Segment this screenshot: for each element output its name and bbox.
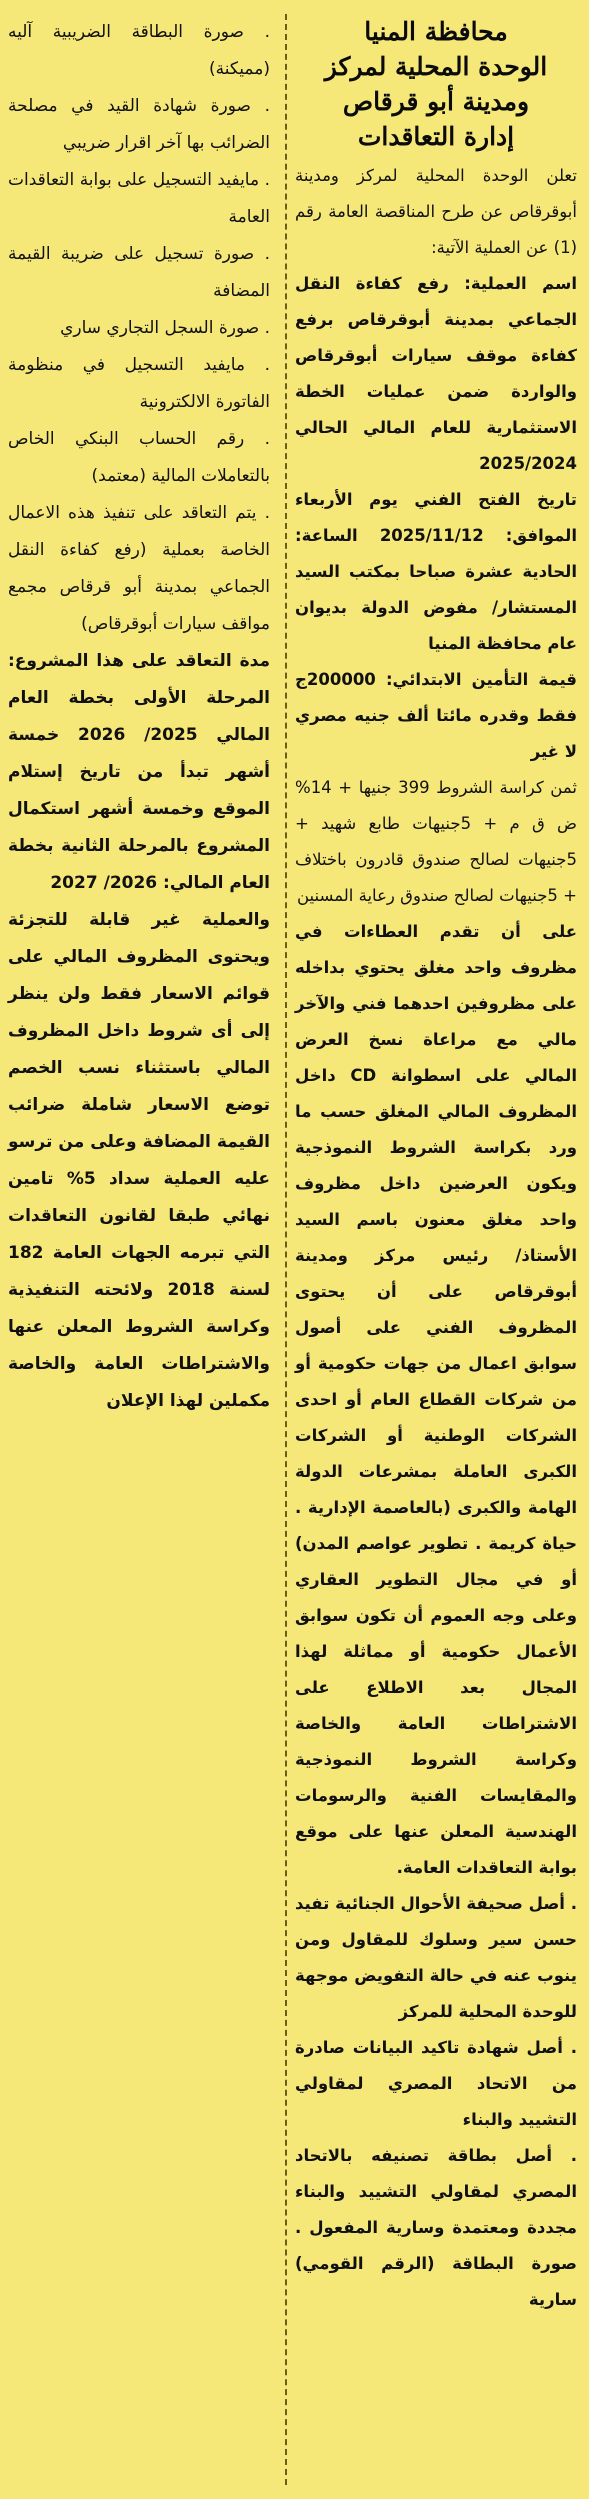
booklet-price: ثمن كراسة الشروط 399 جنيها + 14% ض ق م + 5جنيهات طابع شهيد + 5جنيهات لصالح صندوق قادرون باختلاف + 5جنيهات لصالح صندوق رعاية المسنين [295,778,577,905]
tender-announcement: تعلن الوحدة المحلية لمركز ومدينة أبوقرقاص عن طرح المناقصة العامة رقم (1) عن العملية الآتية: [295,166,577,257]
left-column [0,0,278,2499]
data-confirmation-requirement: . أصل شهادة تاكيد البيانات صادرة من الاتحاد المصري لمقاولي التشييد والبناء [295,2038,577,2129]
contract-scope: . يتم التعاقد على تنفيذ هذه الاعمال الخاصة بعملية (رفع كفاءة النقل الجماعي بمدينة أبو قرقاص مجمع مواقف سيارات أبوقرقاص) [8,503,270,634]
requirement-vat-registration: . صورة تسجيل على ضريبة القيمة المضافة [8,244,270,301]
ad-title-department: إدارة التعاقدات [357,122,515,151]
ad-title-governorate: محافظة المنيا [364,17,508,46]
right-column [289,0,589,2499]
operation-name: اسم العملية: رفع كفاءة النقل الجماعي بمدينة أبوقرقاص برفع كفاءة موقف سيارات أبوقرقاص والواردة ضمن عمليات الخطة الاستثمارية للعام المالي الحالي 2025/2024 [295,274,577,473]
requirement-e-invoice: . مايفيد التسجيل في منظومة الفاتورة الالكترونية [8,355,270,412]
initial-insurance: قيمة التأمين الابتدائي: 200000ج فقط وقدره مائتا ألف جنيه مصري لا غير [295,670,577,761]
requirement-tax-card: . صورة البطاقة الضريبية آليه (مميكنة) [8,22,270,79]
column-divider [285,14,287,2485]
ad-title-city: ومدينة أبو قرقاص [342,87,530,116]
requirement-commercial-register: . صورة السجل التجاري ساري [60,318,270,338]
opening-date: تاريخ الفتح الفني يوم الأربعاء الموافق: 2025/11/12 الساعة: الحادية عشرة صباحا بمكتب السيد المستشار/ مفوض الدولة بديوان عام محافظة المنيا [295,490,577,653]
requirement-portal-registration: . مايفيد التسجيل على بوابة التعاقدات العامة [8,170,270,227]
ad-title-local-unit: الوحدة المحلية لمركز [324,52,548,81]
classification-card-requirement: . أصل بطاقة تصنيفه بالاتحاد المصري لمقاولي التشييد والبناء مجددة ومعتمدة وسارية المفعول . صورة البطاقة (الرقم القومي) سارية [295,2146,577,2309]
criminal-record-requirement: . أصل صحيفة الأحوال الجنائية تفيد حسن سير وسلوك للمقاول ومن ينوب عنه في حالة التفويض موجهة للوحدة المحلية للمركز [295,1894,577,2021]
requirement-bank-account: . رقم الحساب البنكي الخاص بالتعاملات المالية (معتمد) [8,429,270,486]
submission-conditions: على أن تقدم العطاءات في مظروف واحد مغلق يحتوي بداخله على مظروفين احدهما فني والآخر مالي مع مراعاة نسخ العرض المالي على اسطوانة CD داخل المظروف المالي المغلق حسب ما ورد بكراسة الشروط النموذجية ويكون العرضين داخل مظروف واحد مغلق معنون باسم السيد الأستاذ/ رئيس مركز ومدينة أبوقرقاص على أن يحتوى المظروف الفني على أصول سوابق اعمال من جهات حكومية أو من شركات القطاع العام أو احدى الشركات الوطنية أو الشركات الكبرى العاملة بمشرعات الدولة الهامة والكبرى (بالعاصمة الإدارية . حياة كريمة . تطوير عواصم المدن) أو في مجال التطوير العقاري وعلى وجه العموم أن تكون سوابق الأعمال حكومية أو مماثلة لهذا المجال بعد الاطلاع على الاشتراطات العامة والخاصة وكراسة الشروط النموذجية والمقايسات الفنية والرسومات الهندسية المعلن عنها على موقع بوابة التعاقدات العامة. [295,922,577,1877]
contract-duration: مدة التعاقد على هذا المشروع: المرحلة الأولى بخطة العام المالي 2025/ 2026 خمسة أشهر تبدأ من تاريخ إستلام الموقع وخمسة أشهر استكمال المشروع بالمرحلة الثانية بخطة العام المالي: 2026/ 2027 [8,651,270,893]
requirement-tax-registration: . صورة شهادة القيد في مصلحة الضرائب بها آخر اقرار ضريبي [8,96,270,153]
financial-terms: والعملية غير قابلة للتجزئة ويحتوى المظروف المالي على قوائم الاسعار فقط ولن ينظر إلى أى شروط داخل المظروف المالي باستثناء نسب الخصم توضع الاسعار شاملة ضرائب القيمة المضافة وعلى من ترسو عليه العملية سداد 5% تامين نهائي طبقا لقانون التعاقدات التي تبرمه الجهات العامة 182 لسنة 2018 ولائحته التنفيذية وكراسة الشروط المعلن عنها والاشتراطات العامة والخاصة مكملين لهذا الإعلان [8,910,270,1411]
